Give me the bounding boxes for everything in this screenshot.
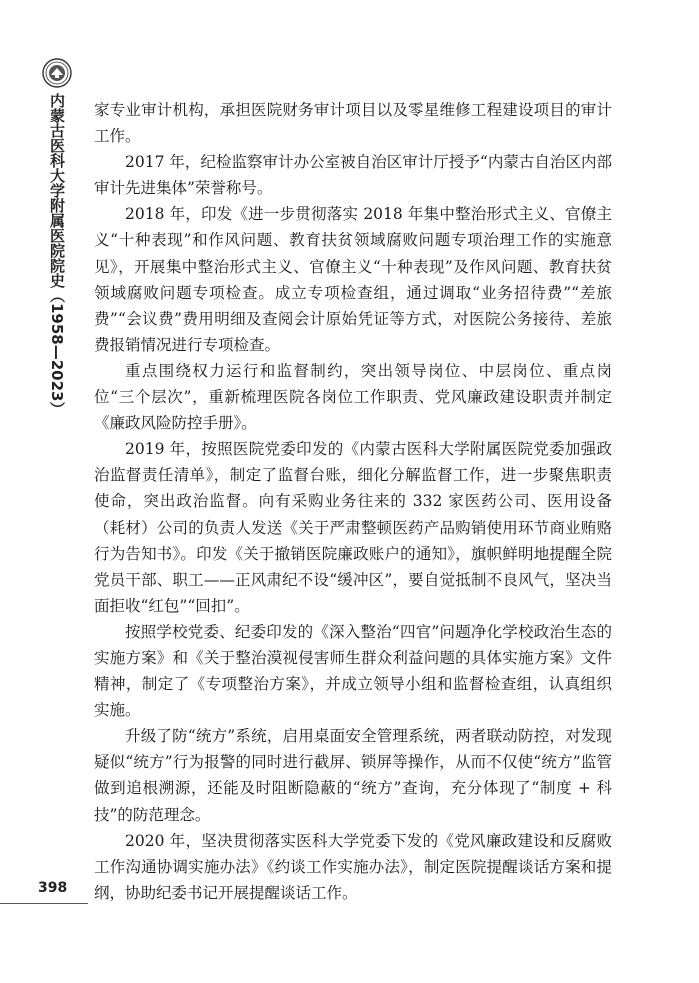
- paragraph: 2019 年，按照医院党委印发的《内蒙古医科大学附属医院党委加强政治监督责任清单》，制定了监督台账，细化分解监督工作，进一步聚焦职责使命，突出政治监督。向有采购业务往来的 332 家医药公司、医用设备（耗材）公司的负责人发送《关于严肃整顿医药产品购销使用环节商业贿赂行为告知书》。印发《关于撤销医院廉政账户的通知》，旗帜鲜明地提醒全院党员干部、职工——正风肃纪不设“缓冲区”，要自觉抵制不良风气，坚决当面拒收“红包”“回扣”。: [94, 440, 612, 615]
- page-number: 398: [38, 880, 68, 896]
- paragraph: 重点围绕权力运行和监督制约，突出领导岗位、中层岗位、重点岗位“三个层次”，重新梳理医院各岗位工作职责、党风廉政建设职责并制定《廉政风险防控手册》。: [94, 361, 612, 433]
- paragraph: 2018 年，印发《进一步贯彻落实 2018 年集中整治形式主义、官僚主义“十种表现”和作风问题、教育扶贫领域腐败问题专项治理工作的实施意见》，开展集中整治形式主义、官僚主义“十种表现”及作风问题、教育扶贫领域腐败问题专项检查。成立专项检查组，通过调取“业务招待费”“差旅费”“会议费”费用明细及查阅会计原始凭证等方式，对医院公务接待、差旅费报销情况进行专项检查。: [94, 205, 612, 354]
- paragraph: 2017 年，纪检监察审计办公室被自治区审计厅授予“内蒙古自治区内部审计先进集体”荣誉称号。: [94, 153, 612, 198]
- book-title: 内蒙古医科大学附属医院院史: [48, 93, 66, 288]
- body-text: [94, 97, 612, 906]
- paragraph: 2020 年，坚决贯彻落实医科大学党委下发的《党风廉政建设和反腐败工作沟通协调实施办法》《约谈工作实施办法》，制定医院提醒谈话方案和提纲，协助纪委书记开展提醒谈话工作。: [94, 831, 612, 902]
- paragraph: 家专业审计机构，承担医院财务审计项目以及零星维修工程建设项目的审计工作。: [94, 101, 612, 146]
- book-years: （1958—2023）: [48, 288, 66, 417]
- paragraph: 按照学校党委、纪委印发的《深入整治“四官”问题净化学校政治生态的实施方案》和《关于整治漠视侵害师生群众利益问题的具体实施方案》文件精神，制定了《专项整治方案》，并成立领导小组和监督检查组，认真组织实施。: [94, 622, 612, 720]
- paragraph: 升级了防“统方”系统，启用桌面安全管理系统，两者联动防控，对发现疑似“统方”行为报警的同时进行截屏、锁屏等操作，从而不仅使“统方”监管做到追根溯源，还能及时阻断隐蔽的“统方”查询，充分体现了“制度 + 科技”的防范理念。: [94, 727, 612, 824]
- page-number-rule: [0, 903, 88, 904]
- university-seal-icon: [42, 58, 72, 88]
- running-head: [47, 93, 67, 417]
